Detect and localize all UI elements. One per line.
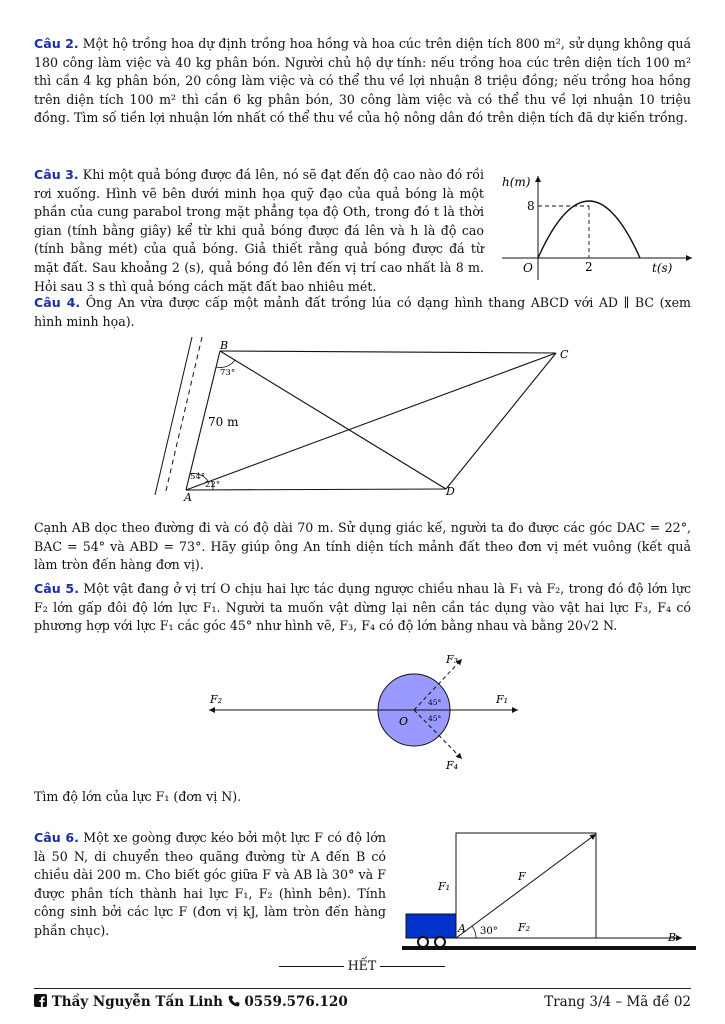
vertex-c: C [560,348,569,361]
f2-label: F₂ [518,921,531,934]
end-line-left [279,966,344,967]
side-ab-length: 70 m [208,415,239,429]
side-ad [186,489,446,490]
road-line-1 [155,337,192,495]
cart-body [406,914,456,938]
origin-label: O [523,261,533,275]
angle-abd-label: 73° [220,368,236,378]
end-marker [272,958,452,973]
question-6-label: Câu 6. [34,830,79,845]
cart-wheel-right [435,937,445,947]
point-a-label: A [458,922,466,935]
question-4-text: Cạnh AB dọc theo đường đi và có độ dài 70 m. Sử dụng giác kế, người ta đo được các góc DAC = 22°, BAC = 54° và ABD = 73°. Hãy giúp ông An tính diện tích mảnh đất theo đơn vị mét vuông (kết quả làm tròn đến hàng đơn vị). [34,520,691,573]
phone-icon [228,995,240,1007]
question-6-text: Một xe goòng được kéo bởi một lực F có độ lớn là 50 N, di chuyển theo quãng đường từ A đến B có chiều dài 200 m. Cho biết góc giữa F và AB là 30° và F được phân tích thành hai lực F₁, F₂ (hình bên). Tính công sinh bởi các lực F (đơn vị kJ, làm tròn đến hàng phần chục). [34,830,386,938]
footer-left [34,994,348,1010]
question-2-label: Câu 2. [34,36,79,51]
question-6 [34,829,386,941]
question-5-text: Một vật đang ở vị trí O chịu hai lực tác dụng ngược chiều nhau là F₁ và F₂, trong đó độ lớn lực F₂ lớn gấp đôi độ lớn lực F₁. Người ta muốn vật dừng lại nên cần tác dụng vào vật hai lực F₃, F₄ có phương hợp với lực F₁ các góc 45° như hình vẽ, F₃, F₄ có độ lớn bằng nhau và bằng 20√2 N. [34,581,691,634]
author-name: Thầy Nguyễn Tấn Linh [51,994,223,1010]
angle-dac-label: 22° [205,480,221,490]
x-tick-2: 2 [585,260,593,274]
question-3-text: Khi một quả bóng được đá lên, nó sẽ đạt đến độ cao nào đó rồi rơi xuống. Hình vẽ bên dưới minh họa quỹ đạo của quả bóng là một phần của cung parabol trong mặt phẳng tọa độ Oth, trong đó t là thời gian (tính bằng giây) kể từ khi quả bóng được đá lên và h là độ cao (tính bằng mét) của quả bóng. Giả thiết rằng quả bóng được đá từ mặt đất. Sau khoảng 2 (s), quả bóng đó lên đến vị trí cao nhất là 8 m. Hỏi sau 3 s thì quả bóng cách mặt đất bao nhiêu mét. [34,167,484,294]
vertex-b: B [220,339,229,352]
question-5-label: Câu 5. [34,581,79,596]
cart-figure [400,828,700,953]
question-4-intro [34,294,691,331]
angle-30-label: 30° [480,926,498,937]
f2-label: F₂ [210,693,223,706]
f1-label: F₁ [496,693,509,706]
f1-label: F₁ [438,880,451,893]
f3-label: F₃ [446,653,459,666]
forces-figure [200,645,530,775]
t-axis-label: t(s) [652,261,673,275]
h-axis-label: h(m) [502,175,531,189]
f-label: F [518,870,526,883]
page-footer [34,994,691,1010]
facebook-icon [34,994,47,1007]
y-tick-8: 8 [527,199,535,213]
cart-wheel-left [418,937,428,947]
question-2-text: Một hộ trồng hoa dự định trồng hoa hồng và hoa cúc trên diện tích 800 m², sử dụng không quá 180 công làm việc và 40 kg phân bón. Người chủ hộ dự tính: nếu trồng hoa cúc trên diện tích 100 m² thì cần 4 kg phân bón, 20 công làm việc và có thể thu về lợi nhuận 8 triệu đồng; nếu trồng hoa hồng trên diện tích 100 m² thì cần 6 kg phân bón, 30 công làm việc và có thể thu về lợi nhuận 10 triệu đồng. Tìm số tiền lợi nhuận lớn nhất có thể thu về của hộ nông dân đó trên diện tích đã dự kiến trồng. [34,36,691,126]
angle-abd-arc [216,360,235,368]
angle-45-top: 45° [428,698,442,707]
vertex-a: A [184,491,192,504]
question-5 [34,580,691,636]
question-3 [34,166,484,296]
end-line-right [380,966,445,967]
angle-30-arc [472,926,476,938]
question-2 [34,35,691,128]
side-bc [220,351,556,353]
footer-rule [34,988,691,989]
parabola-graph [492,168,702,288]
question-5-question: Tìm độ lớn của lực F₁ (đơn vị N). [34,789,242,804]
vertex-d: D [446,485,455,498]
point-o-label: O [399,715,409,728]
f4-label: F₄ [446,759,459,772]
question-3-label: Câu 3. [34,167,79,182]
trapezoid-figure [150,335,580,505]
end-text: HẾT [347,958,377,973]
point-b-label: B [668,931,677,944]
angle-45-bottom: 45° [428,714,442,723]
question-4-label: Câu 4. [34,295,81,310]
diagonal-bd [220,351,446,489]
question-4-intro-text: Ông An vừa được cấp một mảnh đất trồng lúa có dạng hình thang ABCD với AD ∥ BC (xem hình minh họa). [34,295,691,329]
page-number: Trang 3/4 – Mã đề 02 [544,994,691,1010]
angle-bac-label: 54° [190,472,206,482]
author-phone: 0559.576.120 [244,994,348,1010]
